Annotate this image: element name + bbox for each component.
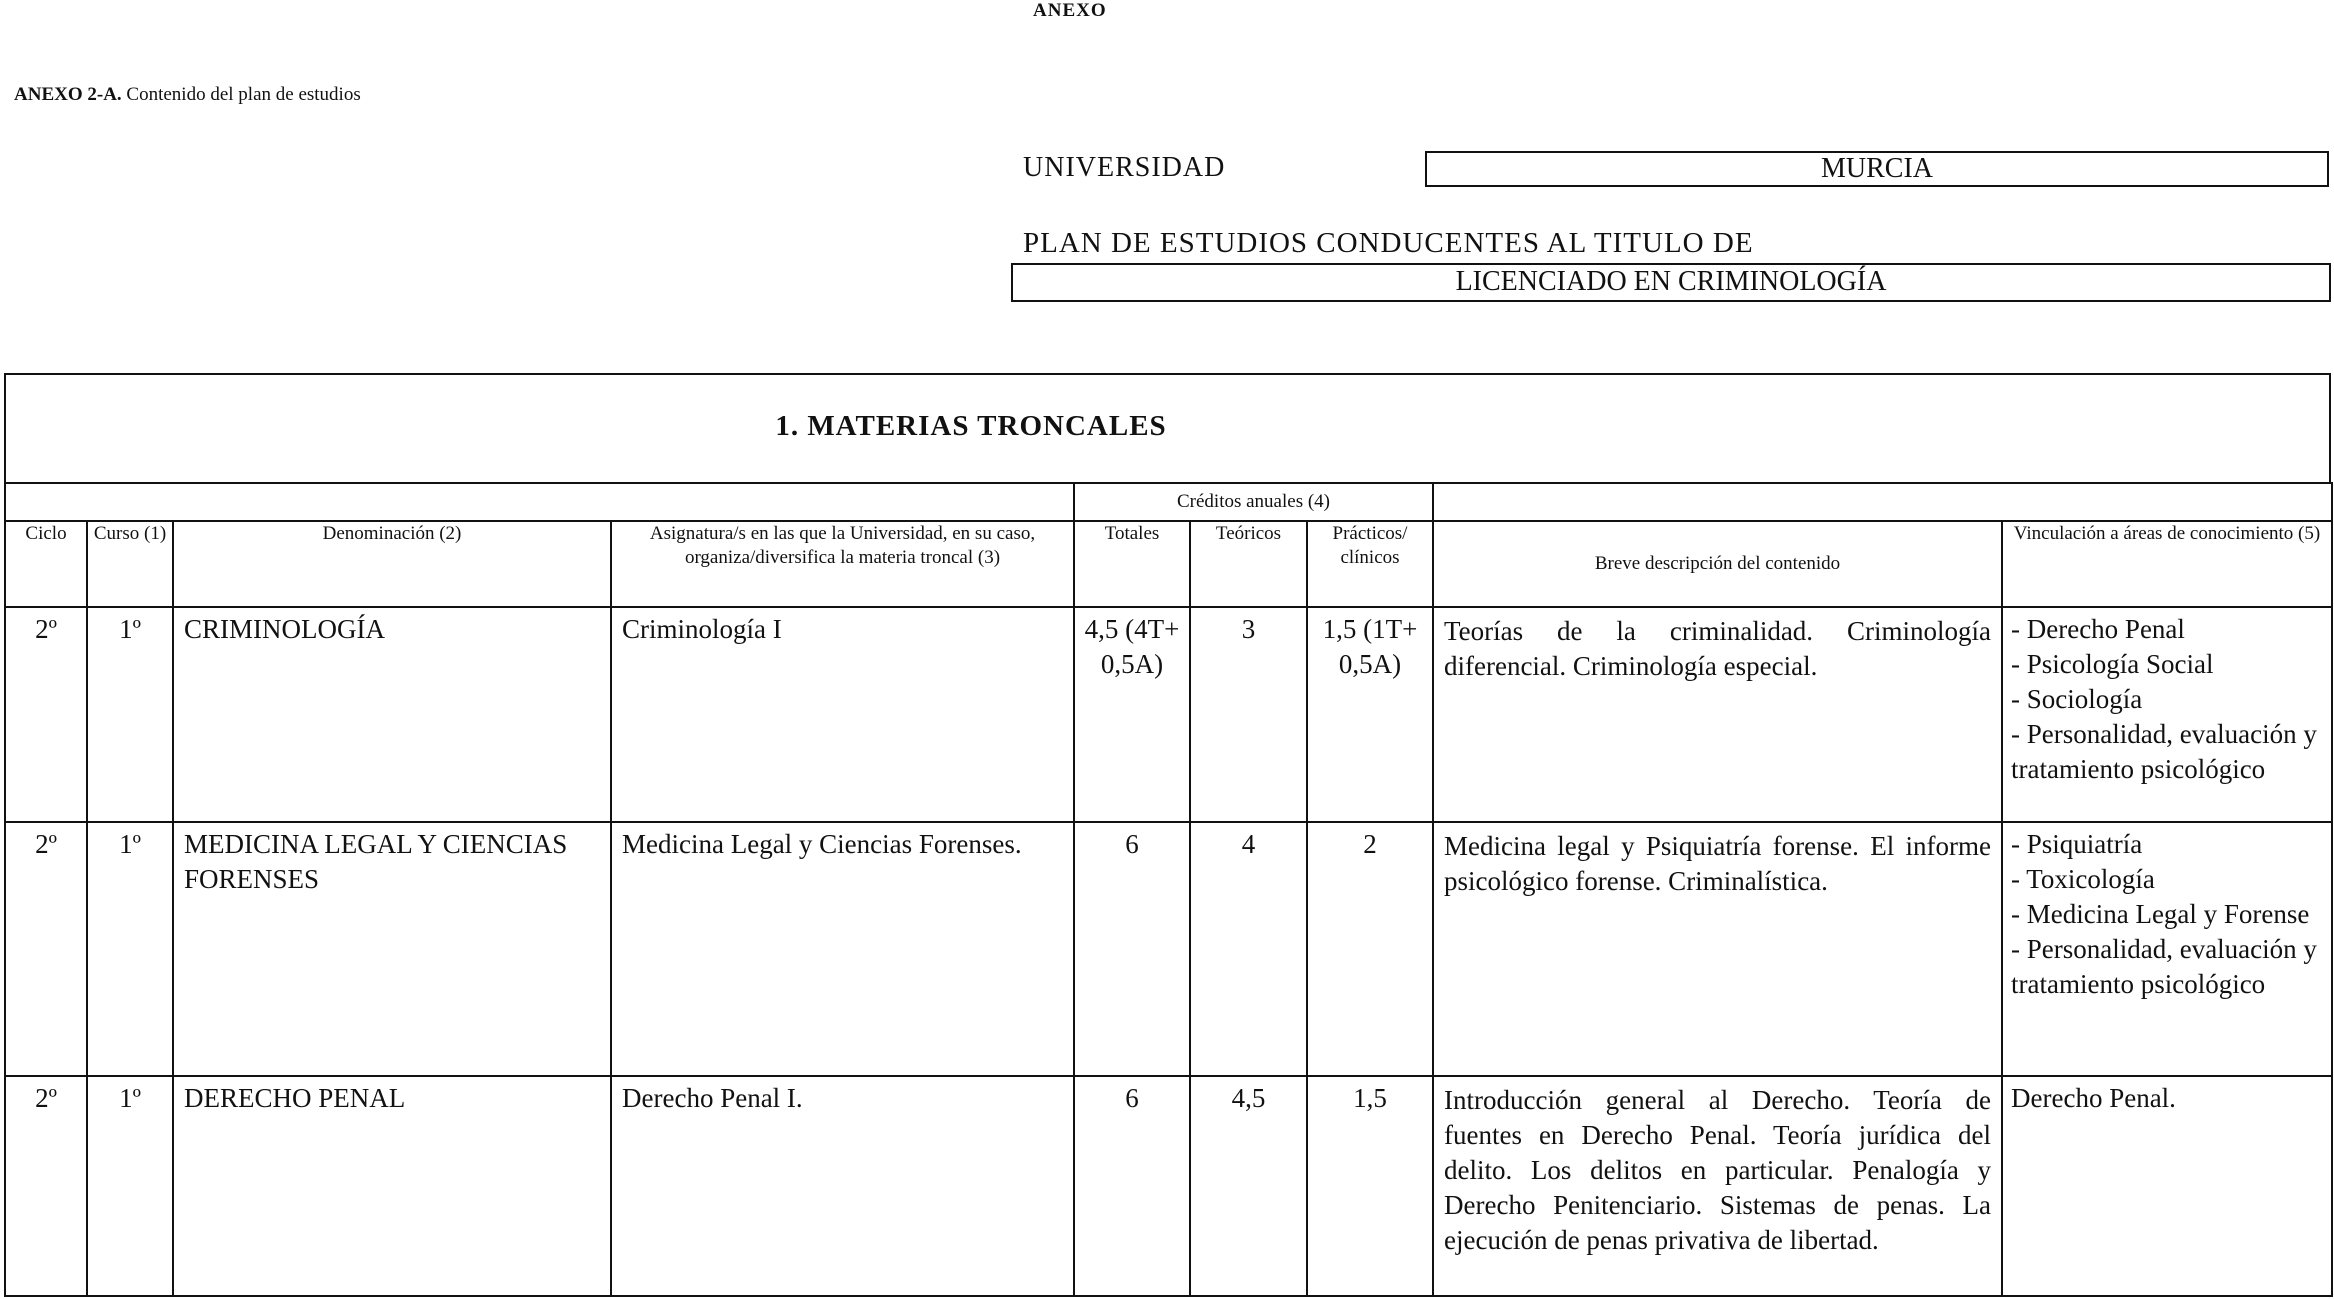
cell-curso: 1º	[87, 822, 173, 1076]
cell-areas	[2002, 1076, 2332, 1296]
materias-table	[4, 482, 2333, 1297]
cell-ciclo: 2º	[5, 822, 87, 1076]
col-denominacion: Denominación (2)	[173, 521, 611, 607]
col-asignaturas: Asignatura/s en las que la Universidad, en su caso, organiza/diversifica la materia troncal (3)	[611, 521, 1074, 607]
col-practicos: Prácticos/ clínicos	[1307, 521, 1433, 607]
cell-asignatura: Criminología I	[611, 607, 1074, 822]
area-item: - Personalidad, evaluación y tratamiento psicológico	[2011, 719, 2317, 784]
creditos-header: Créditos anuales (4)	[1074, 483, 1433, 521]
area-item: - Medicina Legal y Forense	[2011, 899, 2310, 929]
col-vinculacion: Vinculación a áreas de conocimiento (5)	[2002, 521, 2332, 607]
table-row	[5, 822, 2332, 1076]
cell-curso: 1º	[87, 1076, 173, 1296]
area-item: - Toxicología	[2011, 864, 2155, 894]
table-row	[5, 607, 2332, 822]
blank-header-cell	[1433, 483, 2332, 521]
cell-ciclo: 2º	[5, 1076, 87, 1296]
cell-denominacion: MEDICINA LEGAL Y CIENCIAS FORENSES	[173, 822, 611, 1076]
cell-areas	[2002, 607, 2332, 822]
annex-subtitle-text: Contenido del plan de estudios	[121, 84, 361, 105]
cell-totales: 6	[1074, 1076, 1190, 1296]
cell-totales: 4,5 (4T+ 0,5A)	[1074, 607, 1190, 822]
cell-teoricos: 4	[1190, 822, 1307, 1076]
blank-header-cell	[5, 483, 1074, 521]
cell-teoricos: 3	[1190, 607, 1307, 822]
area-item: - Sociología	[2011, 684, 2143, 714]
cell-denominacion: CRIMINOLOGÍA	[173, 607, 611, 822]
col-ciclo: Ciclo	[5, 521, 87, 607]
cell-practicos: 1,5 (1T+ 0,5A)	[1307, 607, 1433, 822]
cell-practicos: 2	[1307, 822, 1433, 1076]
area-item: - Personalidad, evaluación y tratamiento psicológico	[2011, 934, 2317, 999]
section-title: 1. MATERIAS TRONCALES	[775, 410, 1167, 442]
annex-subtitle-code: ANEXO 2-A.	[14, 84, 122, 105]
plan-label: PLAN DE ESTUDIOS CONDUCENTES AL TITULO DE	[1023, 227, 1754, 259]
col-teoricos: Teóricos	[1190, 521, 1307, 607]
plan-value-box: LICENCIADO EN CRIMINOLOGÍA	[1011, 263, 2331, 302]
col-descripcion: Breve descripción del contenido	[1433, 521, 2002, 607]
area-item: - Psiquiatría	[2011, 829, 2143, 859]
cell-curso: 1º	[87, 607, 173, 822]
cell-descripcion: Medicina legal y Psiquiatría forense. El informe psicológico forense. Criminalística.	[1433, 822, 2002, 1076]
table-row	[5, 1076, 2332, 1296]
annex-title: ANEXO	[1033, 0, 1107, 21]
area-item: - Psicología Social	[2011, 649, 2214, 679]
cell-asignatura: Derecho Penal I.	[611, 1076, 1074, 1296]
cell-descripcion: Introducción general al Derecho. Teoría de fuentes en Derecho Penal. Teoría jurídica del delito. Los delitos en particular. Penalogía y Derecho Penitenciario. Sistemas de penas. La ejecución de penas privativa de libertad.	[1433, 1076, 2002, 1296]
col-curso: Curso (1)	[87, 521, 173, 607]
cell-denominacion: DERECHO PENAL	[173, 1076, 611, 1296]
cell-descripcion: Teorías de la criminalidad. Criminología diferencial. Criminología especial.	[1433, 607, 2002, 822]
area-item: - Derecho Penal	[2011, 614, 2185, 644]
area-item: Derecho Penal.	[2011, 1083, 2176, 1113]
annex-subtitle	[14, 84, 361, 106]
cell-totales: 6	[1074, 822, 1190, 1076]
universidad-label: UNIVERSIDAD	[1023, 152, 1226, 183]
cell-areas	[2002, 822, 2332, 1076]
cell-teoricos: 4,5	[1190, 1076, 1307, 1296]
col-totales: Totales	[1074, 521, 1190, 607]
cell-practicos: 1,5	[1307, 1076, 1433, 1296]
cell-asignatura: Medicina Legal y Ciencias Forenses.	[611, 822, 1074, 1076]
universidad-value-box: MURCIA	[1425, 151, 2329, 187]
cell-ciclo: 2º	[5, 607, 87, 822]
